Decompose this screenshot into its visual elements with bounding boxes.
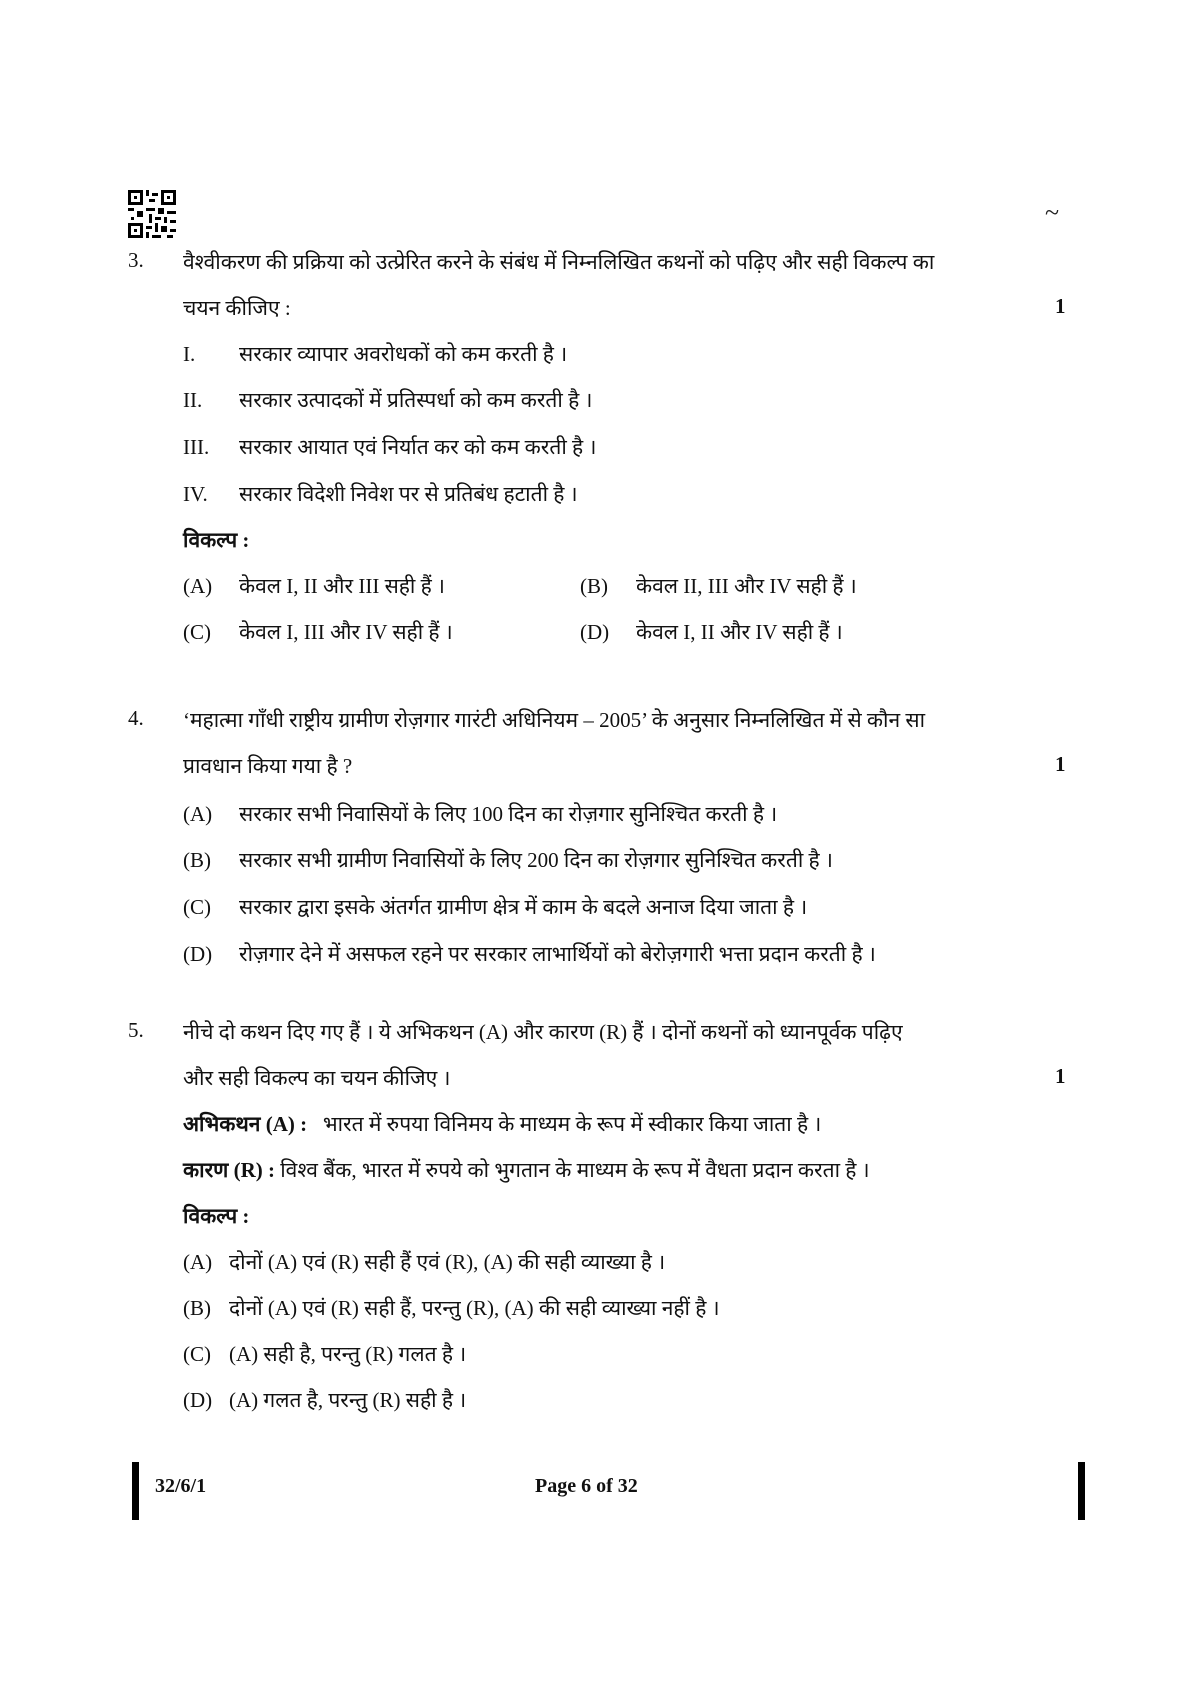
option-item[interactable]: [183, 572, 445, 600]
option-text: केवल II, III और IV सही हैं ।: [636, 574, 857, 598]
options-heading: विकल्प :: [183, 528, 250, 552]
option-item[interactable]: [183, 1294, 720, 1322]
option-item[interactable]: [183, 800, 777, 828]
option-label: (B): [183, 848, 211, 872]
page-number: Page 6 of 32: [535, 1475, 638, 1497]
reason-text: विश्व बैंक, भारत में रुपये को भुगतान के माध्यम के रूप में वैधता प्रदान करता है ।: [280, 1158, 870, 1182]
option-item[interactable]: [183, 618, 453, 646]
option-item[interactable]: [183, 1248, 665, 1276]
option-label: (B): [580, 574, 608, 598]
footer-left-bar: [132, 1462, 139, 1520]
option-item[interactable]: [183, 893, 807, 921]
paper-code: 32/6/1: [155, 1475, 207, 1497]
option-label: (B): [183, 1296, 211, 1320]
question-marks: 1: [1055, 294, 1066, 318]
reason: [183, 1156, 870, 1184]
assertion-text: भारत में रुपया विनिमय के माध्यम के रूप में स्वीकार किया जाता है ।: [322, 1112, 822, 1136]
statement-text: सरकार विदेशी निवेश पर से प्रतिबंध हटाती है ।: [239, 482, 578, 506]
option-label: (A): [183, 574, 213, 598]
question-marks: 1: [1055, 752, 1066, 776]
statement-label: III.: [183, 435, 210, 459]
option-label: (C): [183, 620, 211, 644]
option-item[interactable]: [183, 1386, 466, 1414]
option-item[interactable]: [580, 618, 843, 646]
option-text: दोनों (A) एवं (R) सही हैं, परन्तु (R), (A) की सही व्याख्या नहीं है ।: [229, 1296, 720, 1320]
qr-code-icon: [128, 190, 176, 238]
option-text: सरकार द्वारा इसके अंतर्गत ग्रामीण क्षेत्र में काम के बदले अनाज दिया जाता है ।: [239, 895, 808, 919]
statement-item: [183, 386, 592, 414]
option-label: (D): [183, 1388, 213, 1412]
option-item[interactable]: [580, 572, 857, 600]
statement-item: [183, 340, 567, 368]
statement-item: [183, 480, 578, 508]
options-heading: विकल्प :: [183, 1204, 250, 1228]
question-number: 3.: [128, 248, 144, 272]
statement-text: सरकार आयात एवं निर्यात कर को कम करती है ।: [239, 435, 597, 459]
option-text: दोनों (A) एवं (R) सही हैं एवं (R), (A) की सही व्याख्या है ।: [229, 1250, 666, 1274]
corner-mark: ~: [1045, 198, 1060, 227]
question-text: और सही विकल्प का चयन कीजिए ।: [183, 1066, 451, 1090]
option-label: (A): [183, 1250, 213, 1274]
statement-text: सरकार उत्पादकों में प्रतिस्पर्धा को कम करती है ।: [239, 388, 593, 412]
question-text: ‘महात्मा गाँधी राष्ट्रीय ग्रामीण रोज़गार गारंटी अधिनियम – 2005’ के अनुसार निम्नलिखित में से कौन सा: [183, 708, 926, 732]
option-label: (C): [183, 1342, 211, 1366]
statement-label: IV.: [183, 482, 208, 506]
question-text: वैश्वीकरण की प्रक्रिया को उत्प्रेरित करने के संबंध में निम्नलिखित कथनों को पढ़िए और सही विकल्प का: [183, 250, 935, 274]
option-text: सरकार सभी निवासियों के लिए 100 दिन का रोज़गार सुनिश्चित करती है ।: [239, 802, 778, 826]
option-label: (C): [183, 895, 211, 919]
option-text: केवल I, II और IV सही हैं ।: [636, 620, 843, 644]
option-text: सरकार सभी ग्रामीण निवासियों के लिए 200 दिन का रोज़गार सुनिश्चित करती है ।: [239, 848, 833, 872]
option-label: (D): [183, 942, 213, 966]
reason-label: कारण (R) :: [183, 1158, 275, 1182]
question-text: नीचे दो कथन दिए गए हैं । ये अभिकथन (A) और कारण (R) हैं । दोनों कथनों को ध्यानपूर्वक पढ़िए: [183, 1020, 903, 1044]
option-text: (A) गलत है, परन्तु (R) सही है ।: [229, 1388, 467, 1412]
question-number: 4.: [128, 706, 144, 730]
option-text: (A) सही है, परन्तु (R) गलत है ।: [229, 1342, 467, 1366]
footer-right-bar: [1078, 1462, 1085, 1520]
question-text: चयन कीजिए :: [183, 296, 291, 320]
statement-text: सरकार व्यापार अवरोधकों को कम करती है ।: [239, 342, 568, 366]
option-item[interactable]: [183, 940, 876, 968]
question-number: 5.: [128, 1018, 144, 1042]
option-label: (D): [580, 620, 610, 644]
assertion-label: अभिकथन (A) :: [183, 1112, 308, 1136]
option-text: रोज़गार देने में असफल रहने पर सरकार लाभार्थियों को बेरोज़गारी भत्ता प्रदान करती है ।: [239, 942, 876, 966]
statement-label: II.: [183, 388, 203, 412]
option-text: केवल I, III और IV सही हैं ।: [239, 620, 453, 644]
question-marks: 1: [1055, 1064, 1066, 1088]
statement-item: [183, 433, 596, 461]
question-text: प्रावधान किया गया है ?: [183, 754, 353, 778]
statement-label: I.: [183, 342, 196, 366]
assertion: [183, 1110, 821, 1138]
option-text: केवल I, II और III सही हैं ।: [239, 574, 445, 598]
option-label: (A): [183, 802, 213, 826]
option-item[interactable]: [183, 846, 833, 874]
option-item[interactable]: [183, 1340, 466, 1368]
